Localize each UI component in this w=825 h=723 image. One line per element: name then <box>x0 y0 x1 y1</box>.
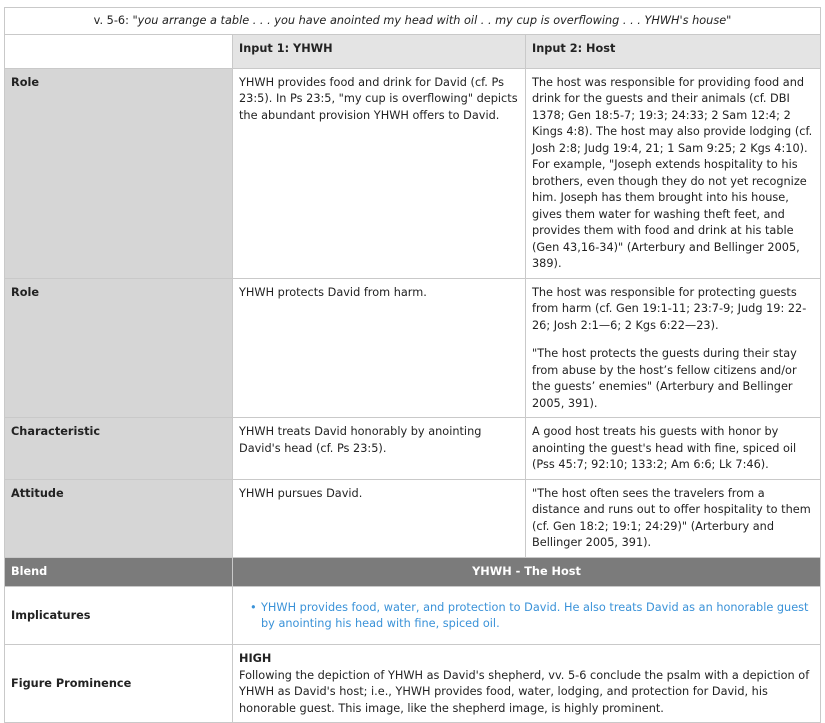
header-row <box>5 34 821 68</box>
input2-cell: A good host treats his guests with honor by anointing the guest's head with fine, spiced oil (Pss 45:7; 92:10; 133:2; Am 6:6; Lk 7:46). <box>526 418 821 480</box>
row-label: Attitude <box>5 479 233 557</box>
implicatures-label: Implicatures <box>5 587 233 645</box>
input2-cell: "The host often sees the travelers from a distance and runs out to offer hospitality to them (cf. Gen 18:2; 19:1; 24:29)" (Arterbury and Bellinger 2005, 391). <box>526 479 821 557</box>
input2-cell: The host was responsible for providing food and drink for the guests and their animals (cf. DBI 1378; Gen 18:5-7; 19:3; 24:33; 2 Sam 12:4; 2 Kings 4:8). The host may also provide lodging (cf. Josh 2:8; Judg 19:4, 21; 1 Sam 9:25; 2 Kgs 4:10). For example, "Joseph extends hospitality to his brothers, even though they do not yet recognize him. Joseph has them brought into his house, gives them water for washing theft feet, and provides them with food and drink at his table (Gen 43,16-34)" (Arterbury and Bellinger 2005, 389). <box>526 68 821 278</box>
prominence-cell <box>233 645 821 723</box>
prominence-level: HIGH <box>239 652 272 665</box>
prominence-label: Figure Prominence <box>5 645 233 723</box>
input1-cell: YHWH protects David from harm. <box>233 278 526 418</box>
implicatures-cell <box>233 587 821 645</box>
verse-caption <box>5 8 821 35</box>
input1-cell: YHWH treats David honorably by anointing David's head (cf. Ps 23:5). <box>233 418 526 480</box>
header-input-2: Input 2: Host <box>526 34 821 68</box>
table-row <box>5 479 821 557</box>
caption-quote: "you arrange a table . . . you have anointed my head with oil . . my cup is overflowing . . . YHWH's house" <box>132 14 732 27</box>
blend-value: YHWH - The Host <box>233 557 821 587</box>
row-label: Characteristic <box>5 418 233 480</box>
input2-quote-paragraph: "The host protects the guests during their stay from abuse by the host’s fellow citizens and/or the guests’ enemies" (Arterbury and Bellinger 2005, 391). <box>532 347 797 410</box>
input2-cell <box>526 278 821 418</box>
caption-prefix: v. 5-6: <box>93 14 133 27</box>
table-row <box>5 418 821 480</box>
header-empty <box>5 34 233 68</box>
header-input-1: Input 1: YHWH <box>233 34 526 68</box>
input1-cell: YHWH provides food and drink for David (cf. Ps 23:5). In Ps 23:5, "my cup is overflowing" depicts the abundant provision YHWH offers to David. <box>233 68 526 278</box>
blend-label: Blend <box>5 557 233 587</box>
input1-cell: YHWH pursues David. <box>233 479 526 557</box>
prominence-text: Following the depiction of YHWH as David's shepherd, vv. 5-6 conclude the psalm with a depiction of YHWH as David's host; i.e., YHWH provides food, water, lodging, and protection for David, his honorable guest. This image, like the shepherd image, is highly prominent. <box>239 668 810 715</box>
row-label: Role <box>5 278 233 418</box>
list-item: • YHWH provides food, water, and protection to David. He also treats David as an honorable guest by anointing his head with fine, spiced oil. <box>261 600 814 633</box>
blend-row <box>5 557 821 587</box>
prominence-row <box>5 645 821 723</box>
implicatures-list <box>239 600 814 633</box>
table-row <box>5 278 821 418</box>
blend-analysis-table <box>4 7 821 723</box>
table-row <box>5 68 821 278</box>
implicatures-row <box>5 587 821 645</box>
caption-row <box>5 8 821 35</box>
row-label: Role <box>5 68 233 278</box>
input2-paragraph: The host was responsible for protecting guests from harm (cf. Gen 19:1-11; 23:7-9; Judg 19: 22-26; Josh 2:1—6; 2 Kgs 6:22—23). <box>532 285 807 332</box>
